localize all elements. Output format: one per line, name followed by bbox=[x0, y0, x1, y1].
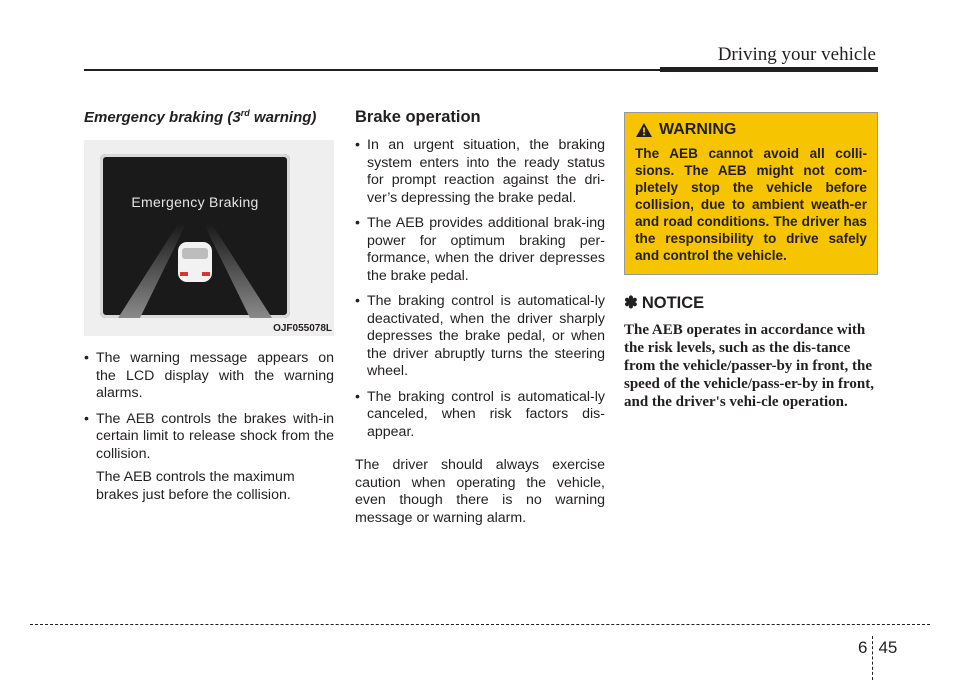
left-lane-line bbox=[118, 224, 186, 318]
column-brake-operation bbox=[355, 108, 605, 527]
list-item: • The braking control is automatical-ly deactivated, when the driver sharply depresses the brake pedal, or when the driver abruptly turns the steering wheel. bbox=[355, 293, 605, 381]
subheading: Emergency braking (3rd warning) bbox=[84, 108, 317, 126]
list-item: • The braking control is automatical-ly canceled, when risk factors dis-appear. bbox=[355, 389, 605, 442]
header-title: Driving your vehicle bbox=[717, 44, 876, 65]
chapter-number: 6 bbox=[858, 638, 868, 657]
notice-header bbox=[624, 293, 878, 313]
column-warning-notice bbox=[624, 112, 878, 411]
warning-body: The AEB cannot avoid all colli-sions. The AEB might not com-pletely stop the vehicle before collision, due to ambient weath-er and road conditions. The driver has the responsibility to drive safely and control the vehicle. bbox=[635, 146, 867, 263]
warning-triangle-icon bbox=[635, 122, 653, 138]
section-heading: Brake operation bbox=[355, 108, 481, 126]
lcd-display bbox=[100, 154, 290, 318]
column-emergency-braking bbox=[84, 108, 334, 504]
figure-emergency-braking bbox=[84, 140, 334, 336]
car-icon bbox=[178, 242, 212, 282]
figure-code: OJF055078L bbox=[273, 323, 332, 334]
notice-star-icon: ✽ bbox=[624, 294, 638, 312]
list-item: • The AEB controls the brakes with-in certain limit to release shock from the collision. bbox=[84, 411, 334, 464]
page-number bbox=[858, 626, 897, 670]
header-rule-accent bbox=[660, 67, 878, 72]
page-index: 45 bbox=[878, 638, 898, 657]
warning-title: WARNING bbox=[659, 121, 737, 138]
bullet-list bbox=[84, 350, 334, 463]
list-item: • The warning message appears on the LCD display with the warning alarms. bbox=[84, 350, 334, 403]
bullet-list bbox=[355, 137, 605, 441]
warning-header bbox=[635, 121, 867, 139]
lane-graphic bbox=[100, 154, 290, 318]
notice-body: The AEB operates in accordance with the risk levels, such as the dis-tance from the vehicle/passer-by in front, the speed of the vehicle/pass-er-by in front, and the driver's vehi-cle operation. bbox=[624, 322, 874, 410]
right-lane-line bbox=[204, 224, 272, 318]
screen-title: Emergency Braking bbox=[131, 194, 259, 210]
page-separator bbox=[872, 636, 873, 680]
footer-rule bbox=[30, 624, 930, 625]
caution-paragraph: The driver should always exercise caution when operating the vehicle, even though there is no warning message or warning alarm. bbox=[355, 457, 605, 526]
header-rule bbox=[84, 69, 662, 71]
notice-title: NOTICE bbox=[641, 293, 705, 312]
warning-box bbox=[624, 112, 878, 275]
list-item: • The AEB provides additional brak-ing power for optimum braking per-formance, when the driver depresses the brake pedal. bbox=[355, 215, 605, 285]
bullet-continuation: The AEB controls the maximum brakes just before the collision. bbox=[96, 469, 295, 503]
list-item: • In an urgent situation, the braking system enters into the ready status for prompt reaction against the dri-ver’s depressing the brake pedal. bbox=[355, 137, 605, 207]
